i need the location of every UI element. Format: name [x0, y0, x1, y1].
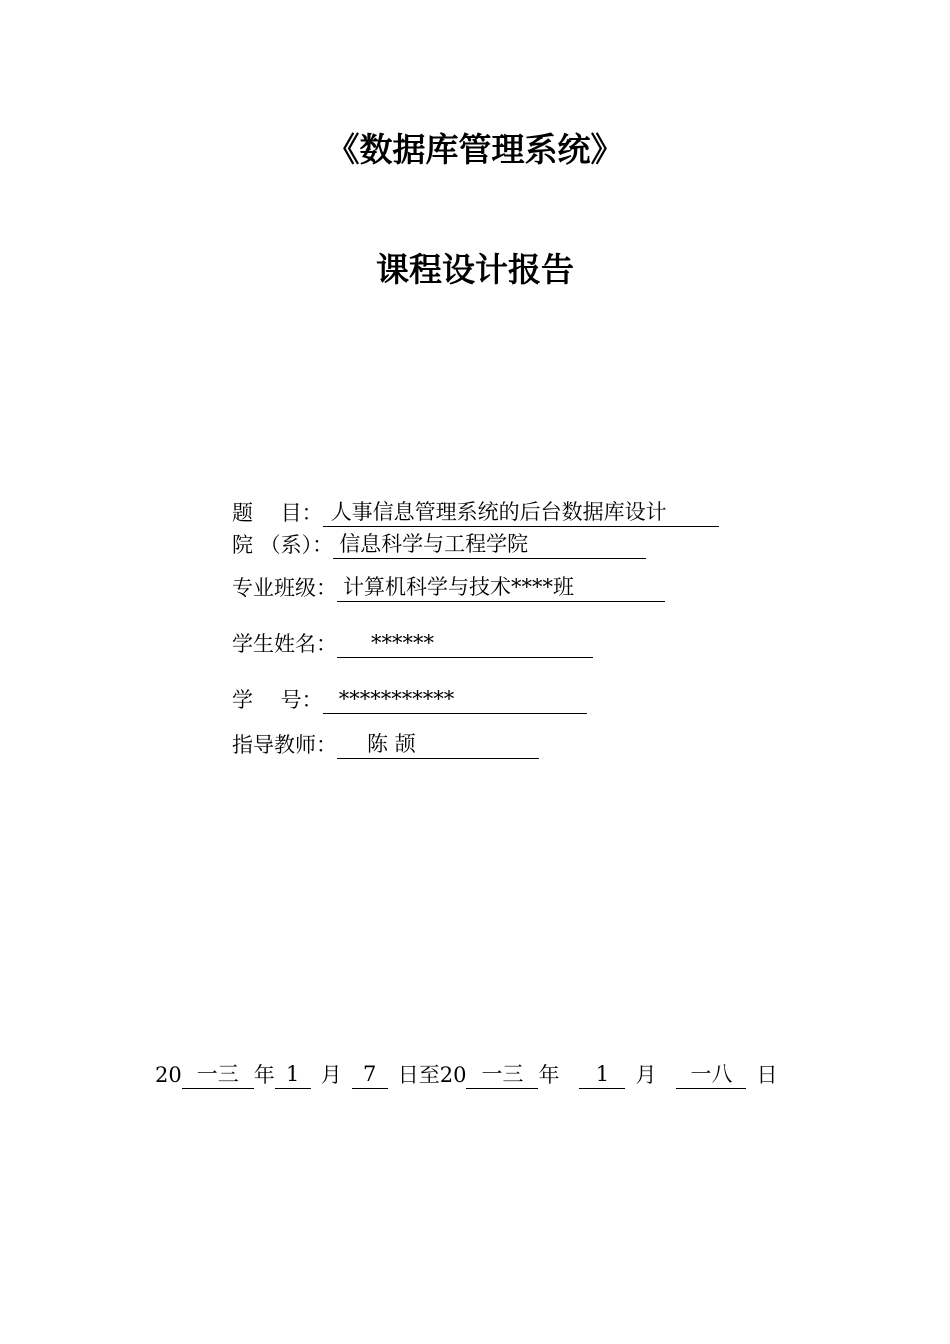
- start-year-value: 一三: [182, 1060, 254, 1089]
- start-month-value: 1: [275, 1060, 311, 1089]
- topic-row: [232, 498, 719, 528]
- start-year-prefix: 20: [155, 1063, 182, 1087]
- student-name-row: [232, 629, 593, 659]
- advisor-value: 陈 颉: [337, 730, 539, 759]
- end-year-label: 年: [538, 1063, 560, 1087]
- document-subtitle: 课程设计报告: [376, 250, 574, 289]
- advisor-row: [232, 730, 539, 760]
- end-day-label: 日: [756, 1063, 778, 1087]
- end-month-value: 1: [579, 1060, 625, 1089]
- student-name-label: 学生姓名：: [232, 632, 337, 656]
- major-class-row: [232, 573, 665, 603]
- department-row: [232, 530, 646, 560]
- student-id-value: ***********: [323, 685, 587, 714]
- start-year-label: 年: [253, 1063, 275, 1087]
- start-day-value: 7: [352, 1060, 388, 1089]
- end-month-label: 月: [635, 1063, 657, 1087]
- cover-info-block: [232, 0, 852, 800]
- document-title: 《数据库管理系统》: [326, 130, 624, 169]
- date-to-label: 日至20: [397, 1063, 467, 1087]
- start-month-label: 月: [320, 1063, 342, 1087]
- department-label: 院 （系）：: [232, 533, 334, 557]
- department-value: 信息科学与工程学院: [333, 530, 646, 559]
- student-name-value: ******: [337, 629, 593, 658]
- topic-value: 人事信息管理系统的后台数据库设计: [323, 498, 719, 527]
- end-year-value: 一三: [466, 1060, 538, 1089]
- student-id-row: [232, 685, 587, 715]
- end-day-value: 一八: [676, 1060, 746, 1089]
- date-range-line: [155, 1060, 777, 1090]
- student-id-label: 学 号：: [232, 688, 323, 712]
- topic-label: 题 目：: [232, 501, 323, 525]
- major-class-label: 专业班级：: [232, 576, 337, 600]
- advisor-label: 指导教师：: [232, 733, 337, 757]
- major-class-value: 计算机科学与技术****班: [337, 573, 665, 602]
